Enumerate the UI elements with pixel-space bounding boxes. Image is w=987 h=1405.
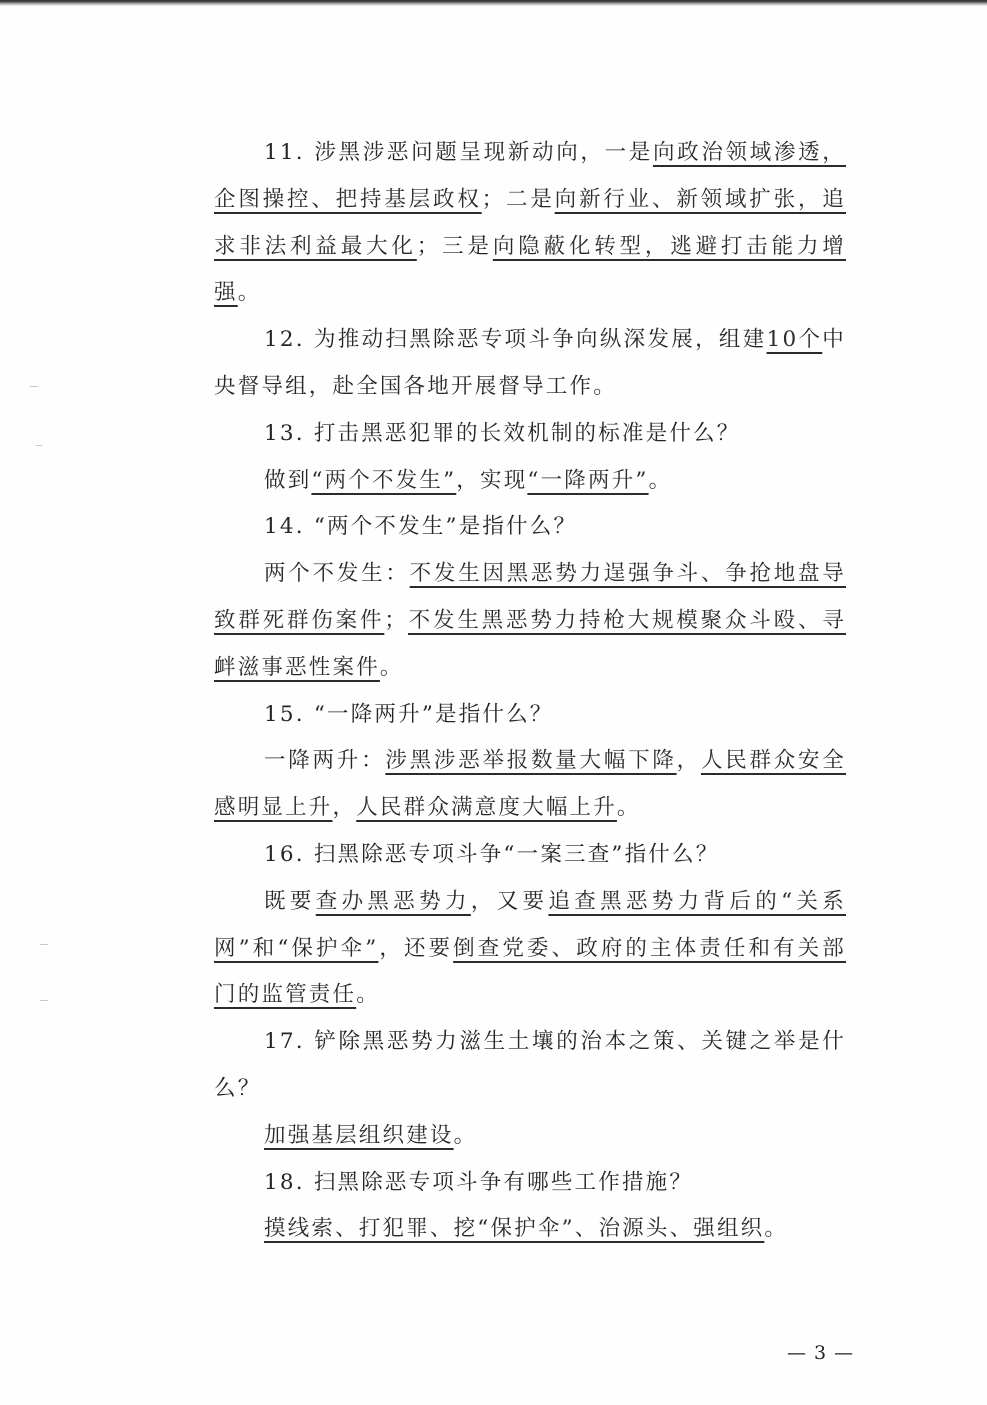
q15-answer-1: 涉黑涉恶举报数量大幅下降 — [385, 748, 677, 774]
q17-answer-end: 。 — [453, 1122, 478, 1148]
paragraph-11 — [214, 130, 846, 317]
q12-rest: 中央督导组，赴全国各地开展督导工作。 — [214, 327, 846, 399]
q17-answer: 加强基层组织建设 — [264, 1122, 454, 1148]
question-16: 16. 扫黑除恶专项斗争“一案三查”指什么？ — [264, 841, 720, 867]
paragraph-12 — [214, 317, 846, 411]
q13-answer-prefix: 做到 — [264, 467, 312, 493]
q11-separator-2: ；三是 — [416, 233, 493, 259]
q11-answer-3: 向隐蔽化转型，逃避打击能力增强 — [214, 233, 846, 306]
q14-answer-1: 不发生因黑恶势力逞强争斗、争抢地盘导致群死群伤案件 — [214, 561, 847, 633]
answer-18 — [214, 1206, 846, 1253]
q14-answer-end: 。 — [379, 654, 404, 680]
answer-14 — [214, 551, 846, 691]
q14-answer-prefix: 两个不发生： — [264, 561, 410, 587]
scan-mark — [30, 386, 38, 387]
q13-answer-mid: ，实现 — [456, 467, 528, 493]
q15-answer-3: 人民群众满意度大幅上升 — [356, 795, 617, 821]
answer-17 — [214, 1113, 846, 1160]
question-18: 18. 扫黑除恶专项斗争有哪些工作措施？ — [264, 1169, 694, 1195]
q16-answer-end: 。 — [356, 982, 380, 1008]
q13-answer-1: “两个不发生” — [311, 467, 457, 493]
q11-answer-1: 向政治领域渗透，企图操控、把持基层政权 — [214, 140, 846, 212]
question-13: 13. 打击黑恶犯罪的长效机制的标准是什么？ — [264, 420, 741, 446]
q11-intro: 11. 涉黑涉恶问题呈现新动向，一是 — [264, 140, 653, 165]
q14-answer-2: 不发生黑恶势力持枪大规模聚众斗殴、寻衅滋事恶性案件 — [214, 607, 846, 680]
page-number: — 3 — — [787, 1342, 855, 1364]
q11-answer-2: 向新行业、新领域扩张，追求非法利益最大化 — [214, 186, 847, 259]
answer-13 — [214, 458, 846, 505]
q11-end: 。 — [237, 280, 262, 306]
q12-intro: 12. 为推动扫黑除恶专项斗争向纵深发展，组建 — [264, 327, 767, 353]
q18-answer-end: 。 — [764, 1216, 789, 1242]
q12-answer: 10个 — [766, 327, 823, 353]
q16-answer-1: 查办黑恶势力 — [315, 888, 471, 914]
answer-15 — [214, 738, 846, 832]
q13-answer-end: 。 — [648, 467, 673, 493]
q15-answer-prefix: 一降两升： — [264, 748, 386, 774]
q15-separator-2: ， — [332, 795, 357, 821]
q14-answer-mid: ； — [384, 607, 409, 633]
scan-edge — [0, 0, 987, 6]
scan-mark — [40, 1000, 48, 1001]
q15-answer-2: 人民群众安全感明显上升 — [214, 748, 847, 821]
question-15: 15. “一降两升”是指什么？ — [264, 701, 554, 727]
q13-answer-2: “一降两升” — [527, 467, 649, 493]
question-17: 17. 铲除黑恶势力滋生土壤的治本之策、关键之举是什么？ — [214, 1029, 846, 1101]
q15-answer-end: 。 — [616, 795, 641, 821]
scan-mark — [36, 445, 42, 446]
q16-answer-mid-1: ，又要 — [470, 888, 549, 914]
q18-answer: 摸线索、打犯罪、挖“保护伞”、治源头、强组织 — [264, 1216, 765, 1242]
answer-16 — [214, 879, 846, 1019]
q16-answer-2: 追查黑恶势力背后的“关系网”和“保护伞” — [214, 888, 846, 961]
q16-answer-3: 倒查党委、政府的主体责任和有关部门的监管责任 — [214, 935, 846, 1008]
document-body — [214, 130, 846, 1253]
q16-answer-prefix: 既要 — [264, 888, 316, 914]
q15-separator-1: ， — [676, 748, 701, 774]
scan-mark — [40, 944, 48, 945]
q11-separator-1: ；二是 — [481, 186, 555, 212]
q16-answer-mid-2: ，还要 — [378, 935, 454, 961]
question-14: 14. “两个不发生”是指什么？ — [264, 514, 578, 540]
